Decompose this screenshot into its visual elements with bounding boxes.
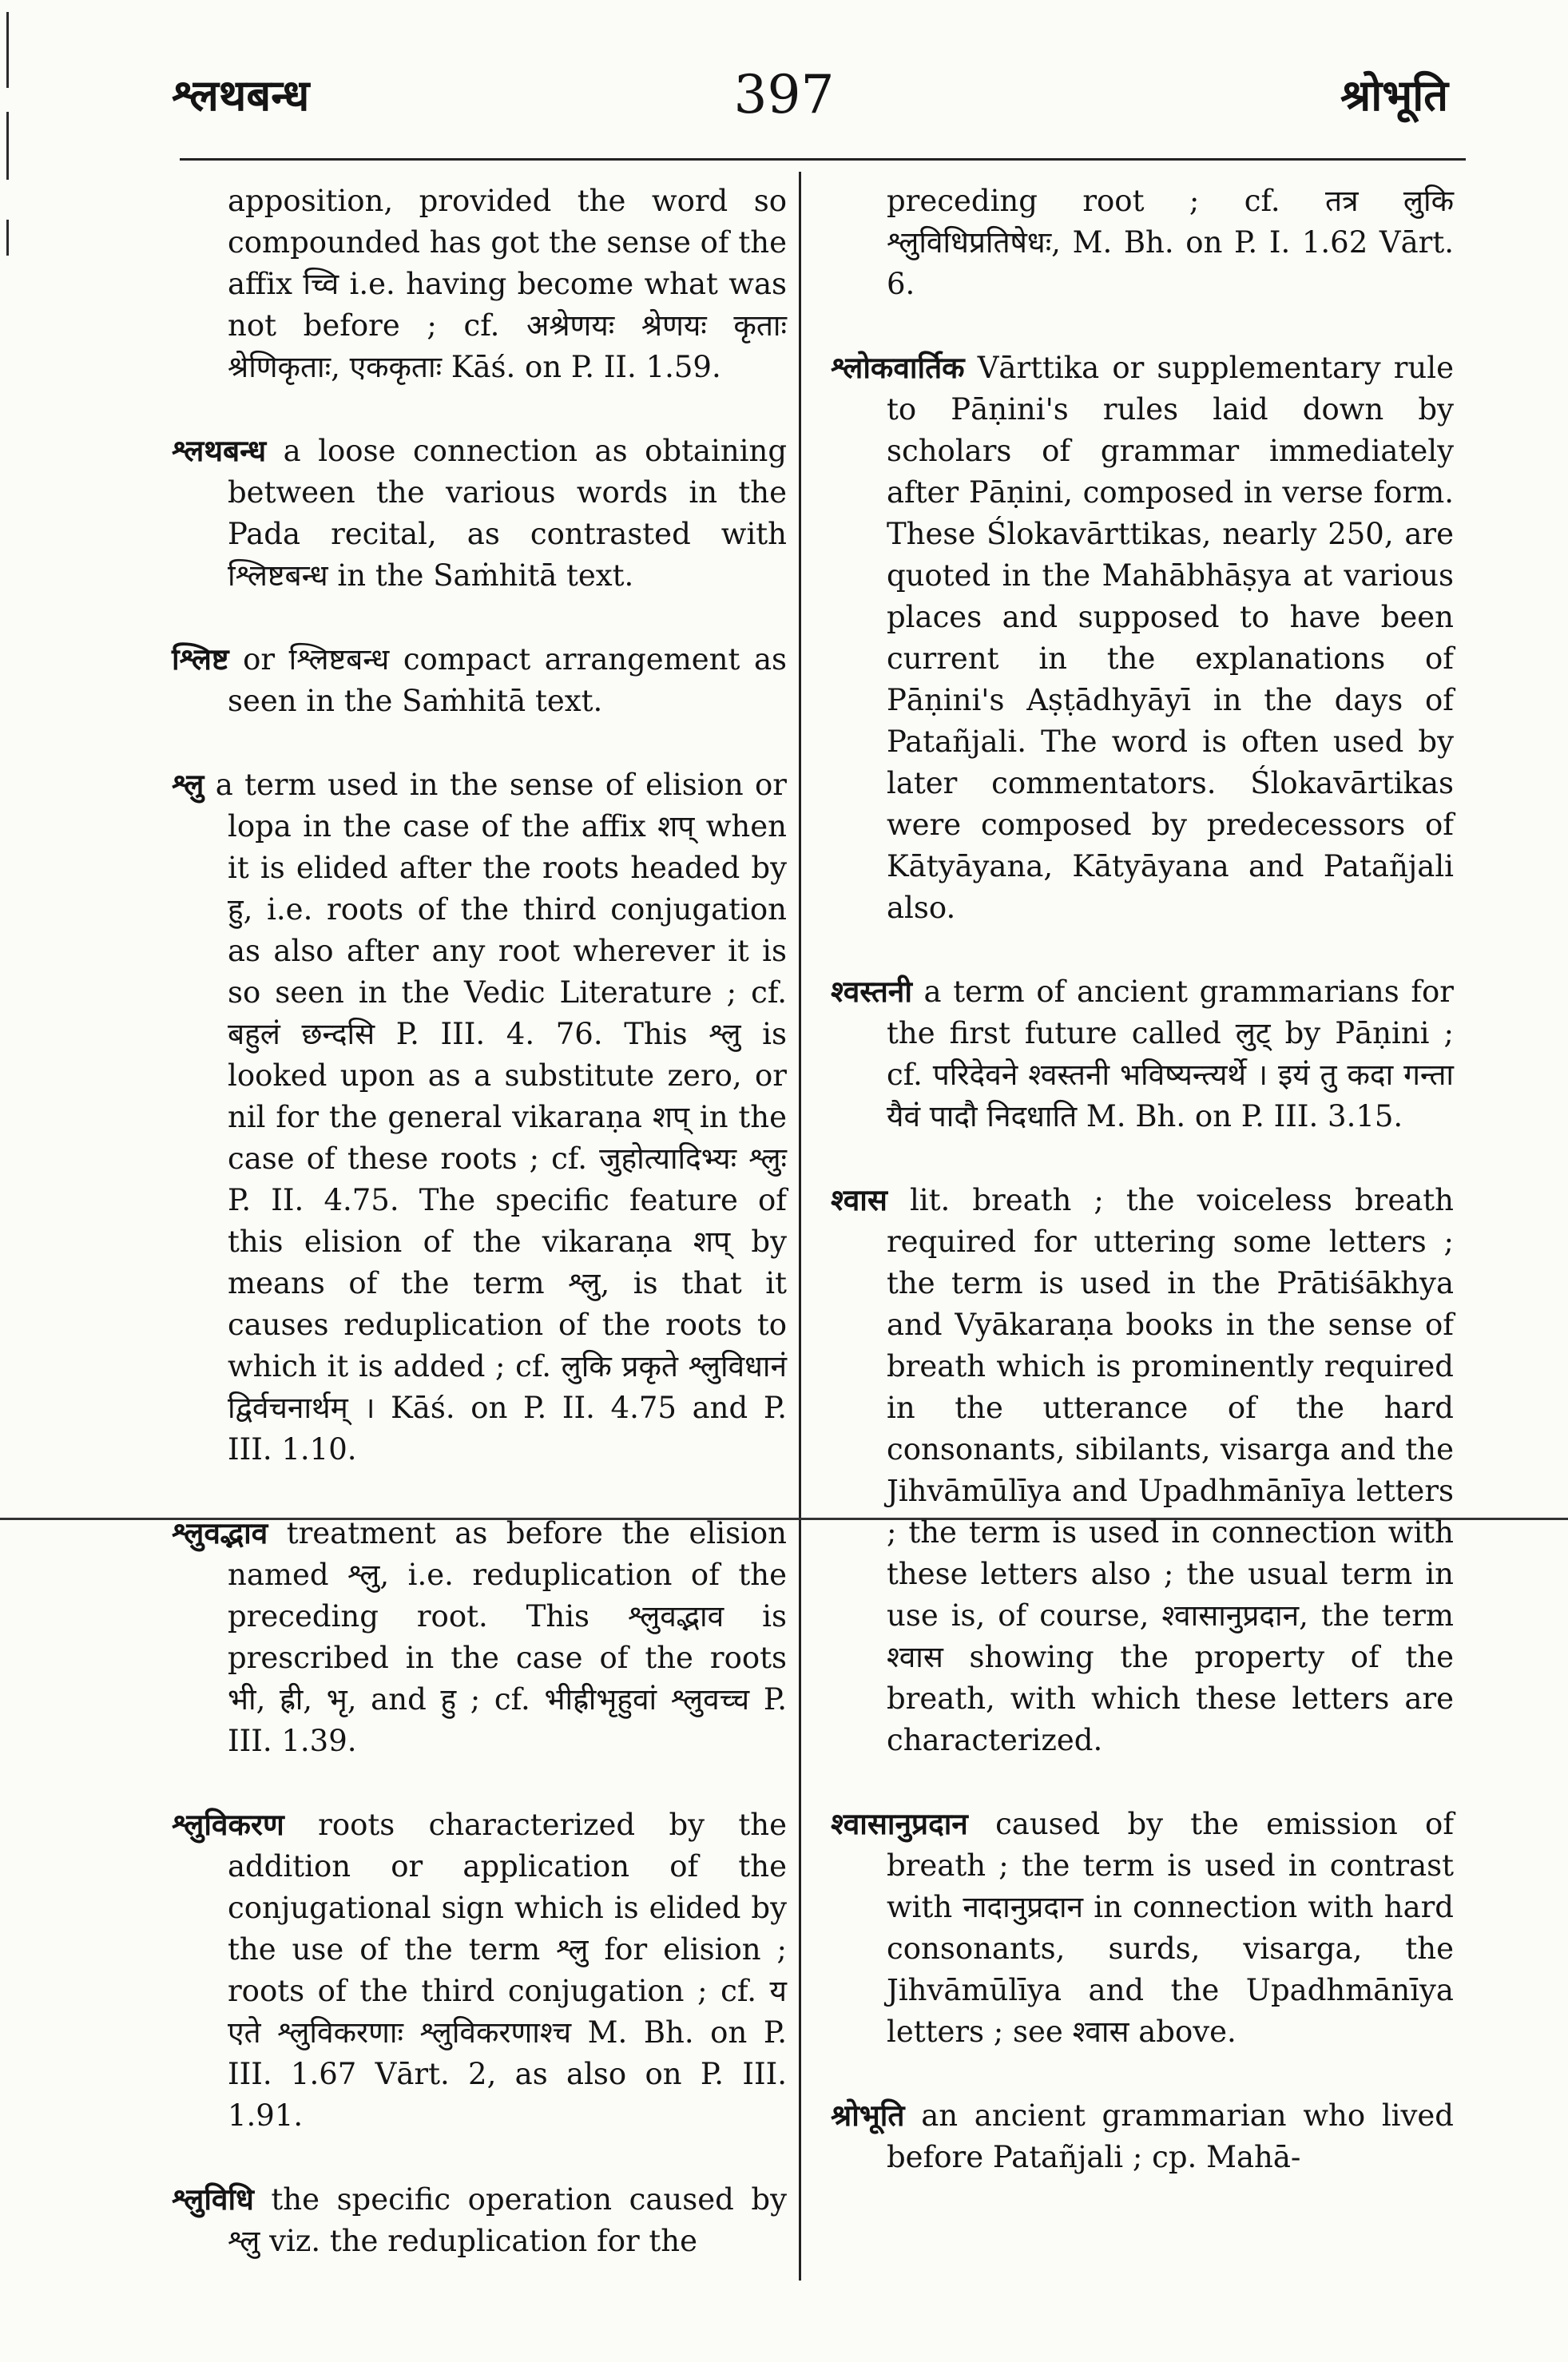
- entry-text: apposition, provided the word so compounded has got the sense of the affix च्वि i.e. having become what was not before ; cf. अश्रेणयः श्रेणयः कृताः श्रेणिकृताः, एककृताः Kāś. on P. II. 1.59.: [228, 184, 788, 384]
- page-header: [0, 64, 1568, 160]
- entry-headword: श्वासानुप्रदान: [831, 1806, 968, 1841]
- entry-headword: श्लु: [172, 767, 204, 802]
- dictionary-entry: [831, 971, 1454, 1137]
- entry-headword: श्लथबन्ध: [172, 433, 267, 468]
- entry-text: the specific operation caused by श्लु viz. the reduplication for the: [228, 2182, 787, 2258]
- entry-text: or श्लिष्टबन्ध compact arrangement as seen in the Saṁhitā text.: [228, 642, 787, 718]
- dictionary-entry: [172, 1512, 787, 1762]
- entry-text: caused by the emission of breath ; the term is used in contrast with नादानुप्रदान in connection with hard consonants, surds, visarga, the Jihvāmūlīya and the Upadhmānīya letters ; see श्वास above.: [887, 1807, 1455, 2049]
- running-head-right: श्रोभूति: [1340, 69, 1448, 121]
- page-number: 397: [733, 64, 835, 125]
- dictionary-entry: [831, 180, 1454, 305]
- dictionary-entry: [831, 1179, 1454, 1761]
- dictionary-entry: [831, 2094, 1454, 2178]
- right-column: [831, 180, 1454, 2220]
- entry-headword: श्रोभूति: [831, 2098, 905, 2133]
- entry-text: Vārttika or supplementary rule to Pāṇini's rules laid down by scholars of grammar immediately after Pāṇini, composed in verse form. These Ślokavārttikas, nearly 250, are quoted in the Mahābhāṣya at various places and supposed to have been current in the explanations of Pāṇini's Aṣṭādhyāyī in the days of Patañjali. The word is often used by later commentators. Ślokavārtikas were composed by predecessors of Kātyāyana, Kātyāyana and Patañjali also.: [887, 351, 1454, 925]
- running-head-left: श्लथबन्ध: [172, 69, 310, 121]
- left-column: [172, 180, 787, 2304]
- entry-headword: श्लिष्ट: [172, 641, 229, 677]
- entry-headword: श्वस्तनी: [831, 974, 912, 1009]
- entry-text: preceding root ; cf. तत्र लुकि श्लुविधिप्रतिषेधः, M. Bh. on P. I. 1.62 Vārt. 6.: [887, 184, 1454, 301]
- dictionary-entry: [172, 764, 787, 1471]
- header-rule: [180, 158, 1466, 161]
- entry-text: a term used in the sense of elision or lopa in the case of the affix शप् when it is elided after the roots headed by हु, i.e. roots of the third conjugation as also after any root wherever it is so seen in the Vedic Literature ; cf. बहुलं छन्दसि P. III. 4. 76. This श्लु is looked upon as a substitute zero, or nil for the general vikaraṇa शप् in the case of these roots ; cf. जुहोत्यादिभ्यः श्लुः P. II. 4.75. The specific feature of this elision of the vikaraṇa शप् by means of the term श्लु, is that it causes reduplication of the roots to which it is added ; cf. लुकि प्रकृते श्लुविधानं द्विर्वचनार्थम् । Kāś. on P. II. 4.75 and P. III. 1.10.: [215, 768, 787, 1467]
- column-divider: [799, 172, 801, 2281]
- entry-text: treatment as before the elision named श्लु, i.e. reduplication of the preceding root. This श्लुवद्भाव is prescribed in the case of the roots भी, ह्री, भृ, and हु ; cf. भीह्रीभृहुवां श्लुवच्च P. III. 1.39.: [228, 1516, 787, 1758]
- entry-headword: श्वास: [831, 1182, 887, 1217]
- entry-headword: श्लुविकरण: [172, 1807, 284, 1842]
- entry-headword: श्लोकवार्तिक: [831, 350, 965, 385]
- dictionary-entry: [172, 638, 787, 722]
- entry-headword: श्लुविधि: [172, 2181, 254, 2217]
- scan-edge-mark: [6, 220, 9, 256]
- dictionary-entry: [831, 347, 1454, 929]
- entry-headword: श्लुवद्भाव: [172, 1515, 268, 1550]
- dictionary-entry: [831, 1803, 1454, 2053]
- entry-text: roots characterized by the addition or application of the conjugational sign which is elided by the use of the term श्लु for elision ; roots of the third conjugation ; cf. य एते श्लुविकरणाः श्लुविकरणाश्च M. Bh. on P. III. 1.67 Vārt. 2, as also on P. III. 1.91.: [228, 1808, 787, 2133]
- entry-text: lit. breath ; the voiceless breath required for uttering some letters ; the term is used in the Prātiśākhya and Vyākaraṇa books in the sense of breath which is prominently required in the utterance of the hard consonants, sibilants, visarga and the Jihvāmūlīya and Upadhmānīya letters ; the term is used in connection with these letters also ; the usual term in use is, of course, श्वासानुप्रदान, the term श्वास showing the property of the breath, with which these letters are characterized.: [887, 1183, 1454, 1757]
- dictionary-entry: [172, 180, 787, 388]
- dictionary-entry: [172, 1804, 787, 2137]
- dictionary-entry: [172, 2178, 787, 2262]
- dictionary-entry: [172, 430, 787, 597]
- entry-text: a loose connection as obtaining between the various words in the Pada recital, as contrasted with श्लिष्टबन्ध in the Saṁhitā text.: [228, 434, 788, 593]
- entry-text: an ancient grammarian who lived before Patañjali ; cp. Mahā-: [887, 2098, 1454, 2174]
- entry-text: a term of ancient grammarians for the first future called लुट् by Pāṇini ; cf. परिदेवने श्वस्तनी भविष्यन्त्यर्थे । इयं तु कदा गन्ता यैवं पादौ निदधाति M. Bh. on P. III. 3.15.: [887, 975, 1454, 1133]
